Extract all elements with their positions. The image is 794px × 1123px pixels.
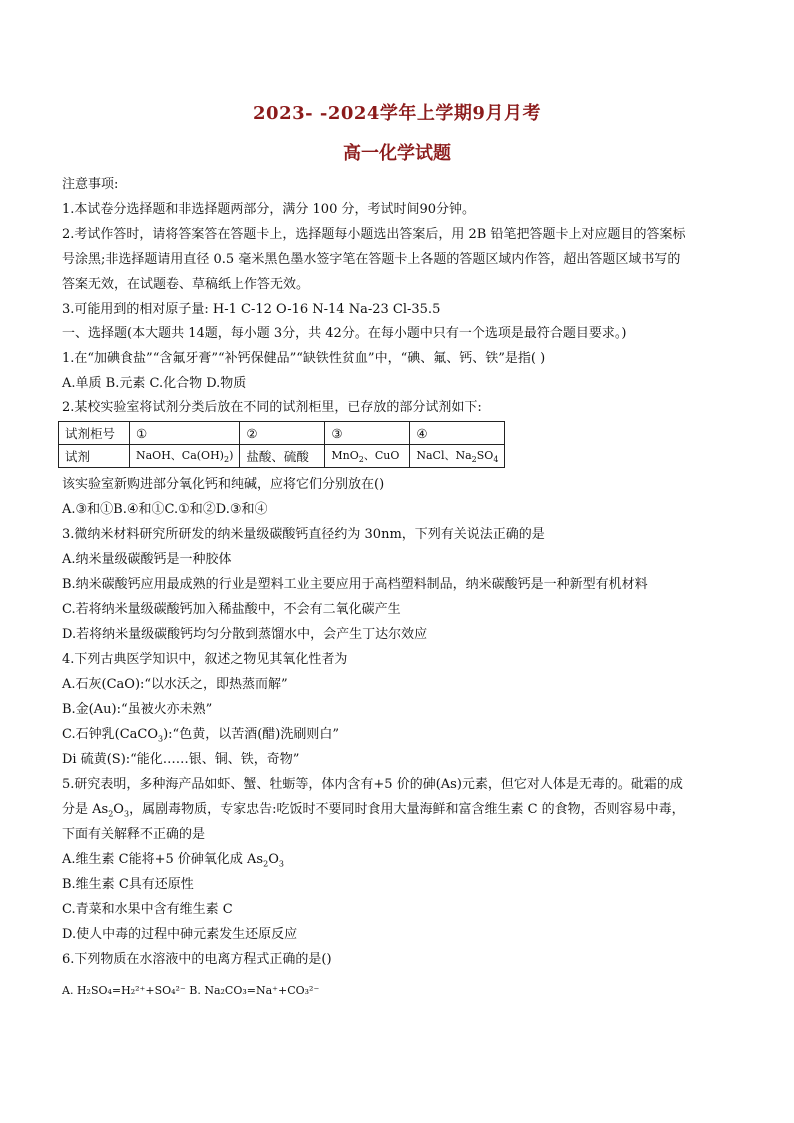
q4-option-a: A.石灰(CaO):“以水沃之，即热蒸而解” (62, 677, 288, 692)
q4-option-b: B.金(Au):“虽被火亦未熟” (62, 702, 213, 717)
q5-option-a: A.维生素 C能将+5 价砷氧化成 $As_2O_3$ (62, 852, 284, 869)
q3-option-c: C.若将纳米量级碳酸钙加入稀盐酸中，不会有二氧化碳产生 (62, 602, 401, 617)
note-1: 1.本试卷分选择题和非选择题两部分，满分 100 分，考试时间90分钟。 (62, 202, 476, 217)
note-2-line-2: 号涂黑;非选择题请用直径 0.5 毫米黑色墨水签字笔在答题卡上各题的答题区域内作答，超出答题区域书写的 (62, 252, 681, 267)
q3-option-a: A.纳米量级碳酸钙是一种胶体 (62, 552, 232, 567)
q3-stem: 3.微纳米材料研究所研发的纳米量级碳酸钙直径约为 30nm，下列有关说法正确的是 (62, 527, 545, 542)
table-row (59, 445, 505, 468)
table-row (59, 422, 505, 445)
table-header-cell: ① (130, 422, 240, 445)
q3-option-d: D.若将纳米量级碳酸钙均匀分散到蒸馏水中，会产生丁达尔效应 (62, 627, 428, 642)
q5-line-1: 5.研究表明，多种海产品如虾、蟹、牡蛎等，体内含有+5 价的砷(As)元素，但它对人体是无毒的。砒霜的成 (62, 777, 683, 792)
q6-option-b-equation: Na₂CO₃=Na⁺+CO₃²⁻ (204, 984, 320, 997)
table-cell: MnO$_2$、CuO (325, 445, 410, 468)
note-2-line-3: 答案无效，在试题卷、草稿纸上作答无效。 (62, 277, 310, 292)
table-cell: 试剂 (59, 445, 130, 468)
notes-heading: 注意事项: (62, 177, 119, 192)
table-header-cell: 试剂柜号 (59, 422, 130, 445)
table-cell: 盐酸、硫酸 (240, 445, 325, 468)
exam-title: 2023- -2024学年上学期9月月考 (253, 103, 541, 124)
q5-option-b: B.维生素 C具有还原性 (62, 877, 194, 892)
q6-option-b-label: B. (189, 984, 201, 997)
q6-option-a-equation: H₂SO₄=H₂²⁺+SO₄²⁻ (76, 984, 186, 997)
q6-stem: 6.下列物质在水溶液中的电离方程式正确的是() (62, 952, 332, 967)
q4-option-d: Di 硫黄(S):“能化……银、铜、铁，奇物” (62, 752, 300, 767)
q5-line-3: 下面有关解释不正确的是 (62, 827, 206, 842)
q2-options: A.③和①B.④和①C.①和②D.③和④ (62, 502, 268, 517)
q3-option-b: B.纳米碳酸钙应用最成熟的行业是塑料工业主要应用于高档塑料制品，纳米碳酸钙是一种新型有机材料 (62, 577, 648, 592)
exam-subtitle: 高一化学试题 (343, 143, 451, 164)
section-1-heading: 一、选择题(本大题共 14题，每小题 3分，共 42分。在每小题中只有一个选项是最符合题目要求。) (62, 326, 627, 341)
q5-option-c: C.青菜和水果中含有维生素 C (62, 902, 233, 917)
q2-follow: 该实验室新购进部分氧化钙和纯碱，应将它们分别放在() (62, 477, 385, 492)
note-2-line-1: 2.考试作答时，请将答案答在答题卡上，选择题每小题选出答案后，用 2B 铅笔把答题卡上对应题目的答案标 (62, 227, 686, 242)
table-header-cell: ② (240, 422, 325, 445)
q2-stem: 2.某校实验室将试剂分类后放在不同的试剂柜里，已存放的部分试剂如下: (62, 400, 482, 415)
table-header-cell: ③ (325, 422, 410, 445)
q4-stem: 4.下列古典医学知识中，叙述之物见其氧化性者为 (62, 652, 348, 667)
table-cell: NaOH、$Ca(OH)_2$) (130, 445, 240, 468)
q4-option-c: C.石钟乳(CaCO$_3$):“色黄，以苦酒(醋)洗刷则白” (62, 727, 339, 744)
q1-stem: 1.在“加碘食盐”“含氟牙膏”“补钙保健品”“缺铁性贫血”中，“碘、氟、钙、铁”是指( ) (62, 351, 546, 366)
note-3: 3.可能用到的相对原子量: H-1 C-12 O-16 N-14 Na-23 Cl-35.5 (62, 302, 441, 317)
reagent-cabinet-table (58, 421, 505, 468)
q5-line-2: 分是 $As_2O_3$，属剧毒物质，专家忠告:吃饭时不要同时食用大量海鲜和富含维生素 C 的食物，否则容易中毒， (62, 802, 685, 819)
q6-options (62, 984, 319, 997)
table-header-cell: ④ (410, 422, 505, 445)
q6-option-a-label: A. (62, 984, 74, 997)
table-cell: NaCl、$Na_2SO_4$ (410, 445, 505, 468)
q1-options: A.单质 B.元素 C.化合物 D.物质 (62, 376, 247, 391)
q5-option-d: D.使人中毒的过程中砷元素发生还原反应 (62, 927, 298, 942)
